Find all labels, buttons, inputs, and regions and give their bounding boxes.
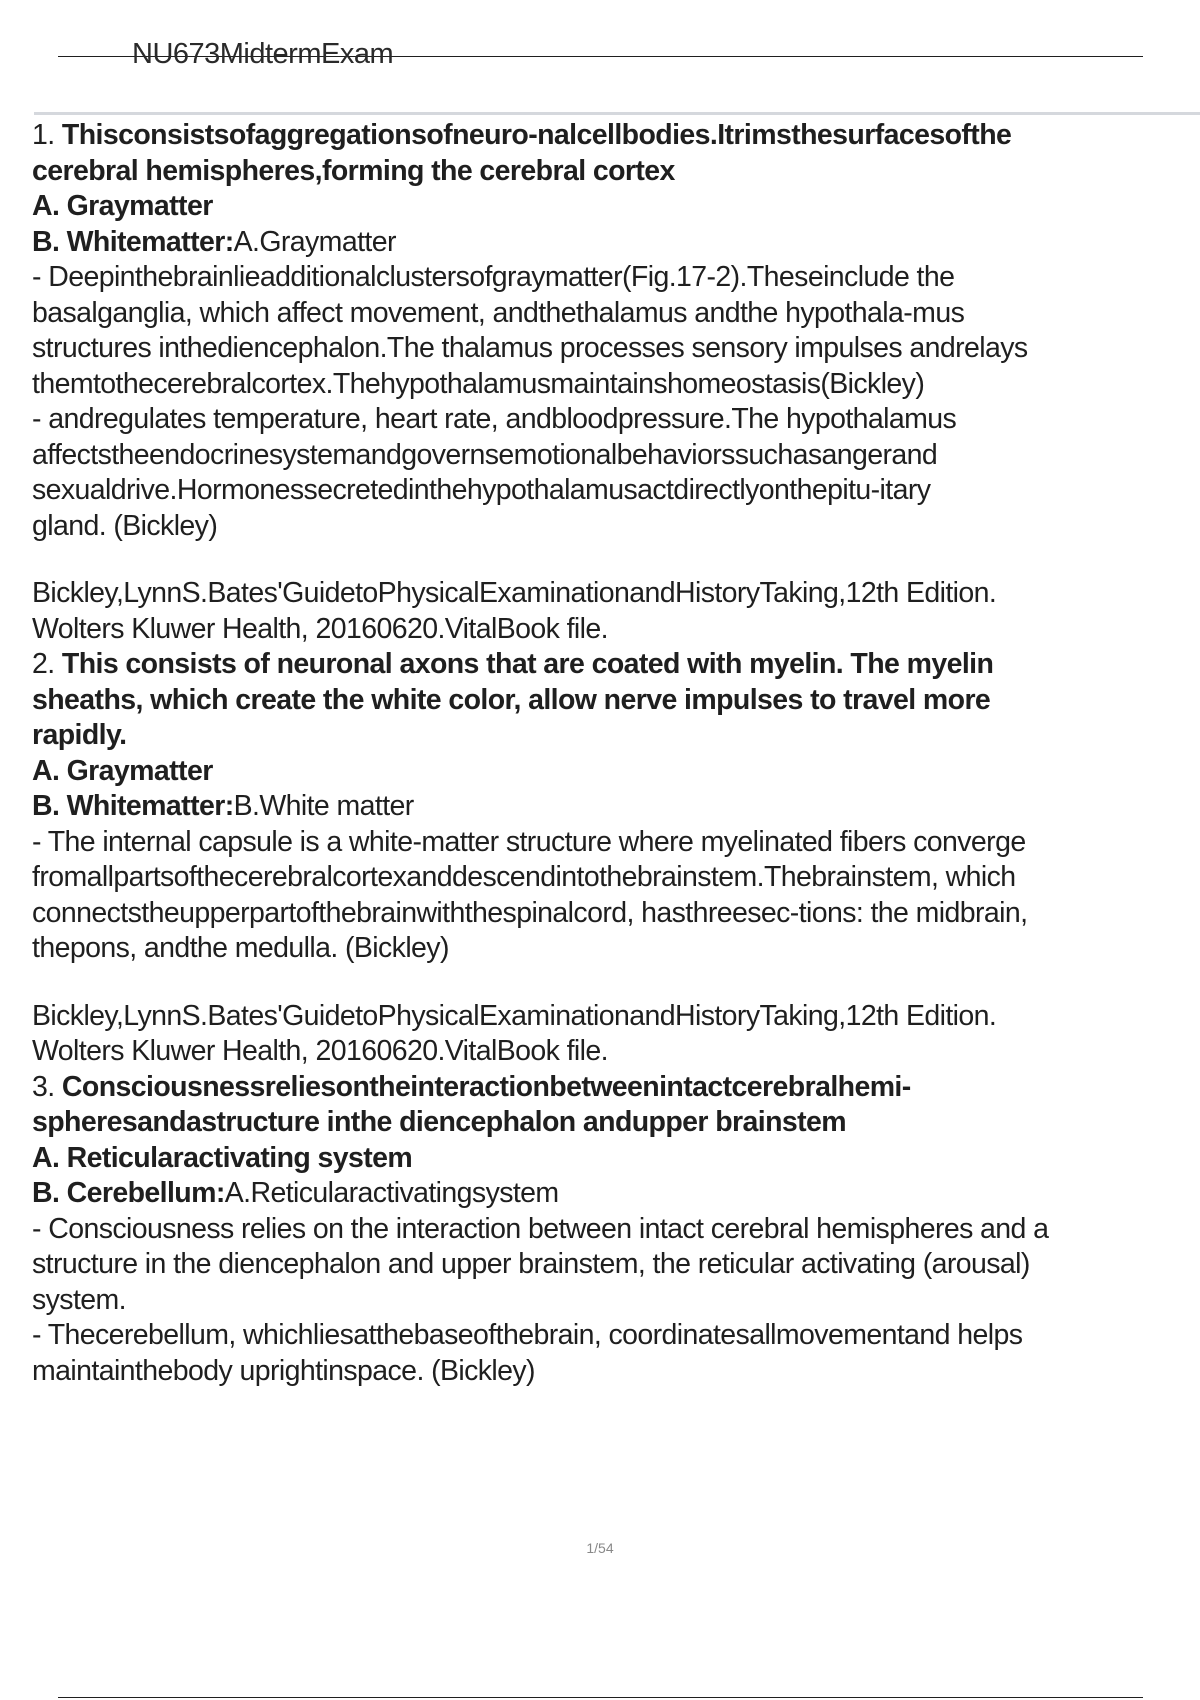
question-3 [32, 1070, 1200, 1390]
answer: A.Graymatter [233, 225, 396, 258]
spacer [32, 967, 1200, 999]
answer: B.White matter [233, 790, 414, 822]
page-number: 1/54 [586, 1540, 614, 1556]
question-1 [32, 118, 1200, 647]
explanation-line: - Consciousness relies on the interaction between intact cerebral hemispheres and a [32, 1212, 1049, 1245]
citation-line: Bickley,LynnS.Bates'GuidetoPhysicalExaminationandHistoryTaking,12th Edition. [32, 577, 997, 609]
answer: A.Reticularactivatingsystem [224, 1177, 559, 1209]
option-b: B. Whitematter: [32, 225, 234, 258]
option-a: A. Graymatter [32, 190, 213, 222]
explanation-line: - Thecerebellum, whichliesatthebaseofthebrain, coordinatesallmovementand helps [32, 1319, 1023, 1351]
explanation-line: fromallpartsofthecerebralcortexanddescendintothebrainstem.Thebrainstem, which [32, 861, 1016, 893]
citation-line: Wolters Kluwer Health, 20160620.VitalBook file. [32, 1035, 608, 1067]
explanation-line: structures inthediencephalon.The thalamus processes sensory impulses andrelays [32, 332, 1028, 364]
citation-line: Wolters Kluwer Health, 20160620.VitalBook file. [32, 612, 608, 645]
citation-line: Bickley,LynnS.Bates'GuidetoPhysicalExaminationandHistoryTaking,12th Edition. [32, 999, 997, 1032]
exam-content [32, 118, 1200, 1389]
explanation-line: sexualdrive.Hormonessecretedinthehypothalamusactdirectlyonthepitu-itary [32, 474, 931, 506]
explanation-line: structure in the diencephalon and upper brainstem, the reticular activating (arousal) [32, 1248, 1030, 1280]
explanation-line: system. [32, 1283, 126, 1316]
option-b-answer-line [32, 1176, 1200, 1212]
explanation-line: connectstheupperpartofthebrainwiththespinalcord, hasthreesec-tions: the midbrain, [32, 896, 1028, 929]
question-stem-text: This consists of neuronal axons that are coated with myelin. The myelin [61, 648, 994, 680]
explanation-line: themtothecerebralcortex.Thehypothalamusmaintainshomeostasis(Bickley) [32, 367, 925, 400]
top-divider [34, 112, 1200, 115]
option-b: B. Whitematter: [32, 790, 234, 822]
question-stem-text: Thisconsistsofaggregationsofneuro-nalcellbodies.Itrimsthesurfacesofthe [61, 119, 1012, 151]
explanation-line: gland. (Bickley) [32, 509, 218, 542]
explanation-line: - andregulates temperature, heart rate, andbloodpressure.The hypothalamus [32, 403, 957, 435]
explanation-line: - The internal capsule is a white-matter structure where myelinated fibers converge [32, 825, 1026, 858]
question-stem-line [32, 1070, 1200, 1106]
question-number: 3. [32, 1070, 55, 1103]
spacer [32, 544, 1200, 576]
option-b-answer-line [32, 789, 1200, 825]
explanation-line: basalganglia, which affect movement, andthethalamus andthe hypothala-mus [32, 296, 965, 329]
footer-rule [58, 1697, 1143, 1698]
question-stem-line [32, 118, 1200, 154]
option-b-answer-line [32, 225, 1200, 261]
question-stem-line: sheaths, which create the white color, allow nerve impulses to travel more [32, 683, 991, 716]
option-a: A. Reticularactivating system [32, 1141, 413, 1174]
question-stem-line: cerebral hemispheres,forming the cerebral cortex [32, 154, 675, 187]
option-b: B. Cerebellum: [32, 1177, 225, 1209]
question-stem-line: spheresandastructure inthe diencephalon andupper brainstem [32, 1106, 847, 1138]
question-number: 1. [32, 119, 55, 151]
header-title: NU673MidtermExam [132, 38, 394, 70]
explanation-line: affectstheendocrinesystemandgovernsemotionalbehaviorssuchasangerand [32, 438, 938, 471]
explanation-line: thepons, andthe medulla. (Bickley) [32, 932, 449, 964]
question-2 [32, 647, 1200, 1070]
explanation-line: maintainthebody uprightinspace. (Bickley) [32, 1354, 535, 1387]
question-stem-text: Consciousnessreliesontheinteractionbetweenintactcerebralhemi- [61, 1070, 911, 1103]
option-a: A. Graymatter [32, 754, 213, 787]
question-stem-line [32, 647, 1200, 683]
explanation-line: - Deepinthebrainlieadditionalclustersofgraymatter(Fig.17-2).Theseinclude the [32, 261, 955, 293]
question-stem-line: rapidly. [32, 719, 127, 751]
question-number: 2. [32, 648, 55, 680]
